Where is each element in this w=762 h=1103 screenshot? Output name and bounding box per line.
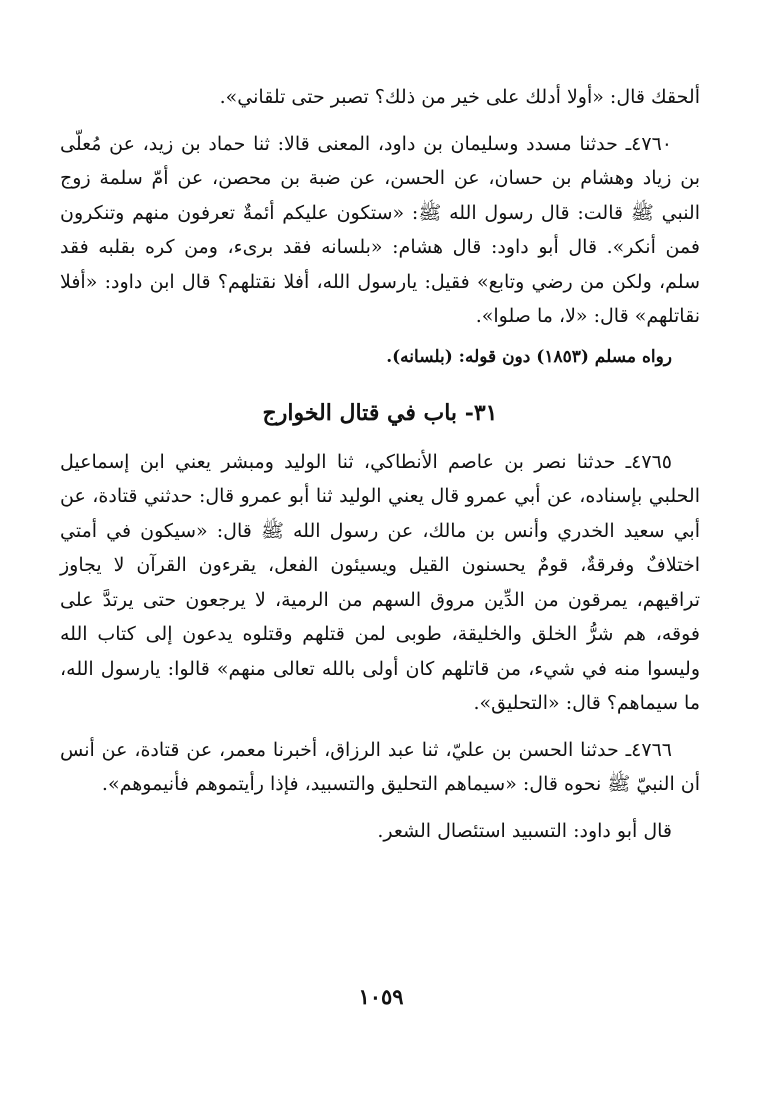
continuation-paragraph: ألحقك قال: «أولا أدلك على خير من ذلك؟ تصبر حتى تلقاني».: [219, 86, 700, 108]
page-body: [60, 80, 700, 848]
abu-dawud-note: قال أبو داود: التسبيد استئصال الشعر.: [377, 819, 672, 842]
page-number: ١٠٥٩: [358, 984, 404, 1009]
hadith-4760: ٤٧٦٠ـ حدثنا مسدد وسليمان بن داود، المعنى قالا: ثنا حماد بن زيد، عن مُعلّى بن زياد وهشام بن حسان، عن الحسن، عن ضبة بن محصن، عن أمّ سلمة زوج النبي ﷺ قالت: قال رسول الله ﷺ: «ستكون عليكم أئمةٌ تعرفون منهم وتنكرون فمن أنكر». قال أبو داود: قال هشام: «بلسانه فقد برىء، ومن كره بقلبه فقد سلم، ولكن من رضي وتابع» فقيل: يارسول الله، أفلا نقتلهم؟ قال ابن داود: «أفلا نقاتلهم» قال: «لا، ما صلوا».: [60, 132, 700, 327]
hadith-4766: ٤٧٦٦ـ حدثنا الحسن بن عليّ، ثنا عبد الرزاق، أخبرنا معمر، عن قتادة، عن أنس أن النبيّ ﷺ نحوه قال: «سيماهم التحليق والتسبيد، فإذا رأيتموهم فأنيموهم».: [60, 738, 700, 795]
narration-note: رواه مسلم (١٨٥٣) دون قوله: (بلسانه).: [386, 346, 672, 367]
chapter-heading: ٣١- باب في قتال الخوارج: [262, 400, 498, 426]
hadith-4765: ٤٧٦٥ـ حدثنا نصر بن عاصم الأنطاكي، ثنا الوليد ومبشر يعني ابن إسماعيل الحلبي بإسناده، عن أبي عمرو قال يعني الوليد ثنا أبو عمرو قال: حدثني قتادة، عن أبي سعيد الخدري وأنس بن مالك، عن رسول الله ﷺ قال: «سيكون في أمتي اختلافٌ وفرقةٌ، قومٌ يحسنون القيل ويسيئون الفعل، يقرءون القرآن لا يجاوز تراقيهم، يمرقون من الدِّين مروق السهم من الرمية، لا يرجعون حتى يرتدَّ على فوقه، هم شرُّ الخلق والخليقة، طوبى لمن قتلهم وقتلوه يدعون إلى كتاب الله وليسوا منه في شيء، من قاتلهم كان أولى بالله تعالى منهم» قالوا: يارسول الله، ما سيماهم؟ قال: «التحليق».: [60, 450, 700, 714]
